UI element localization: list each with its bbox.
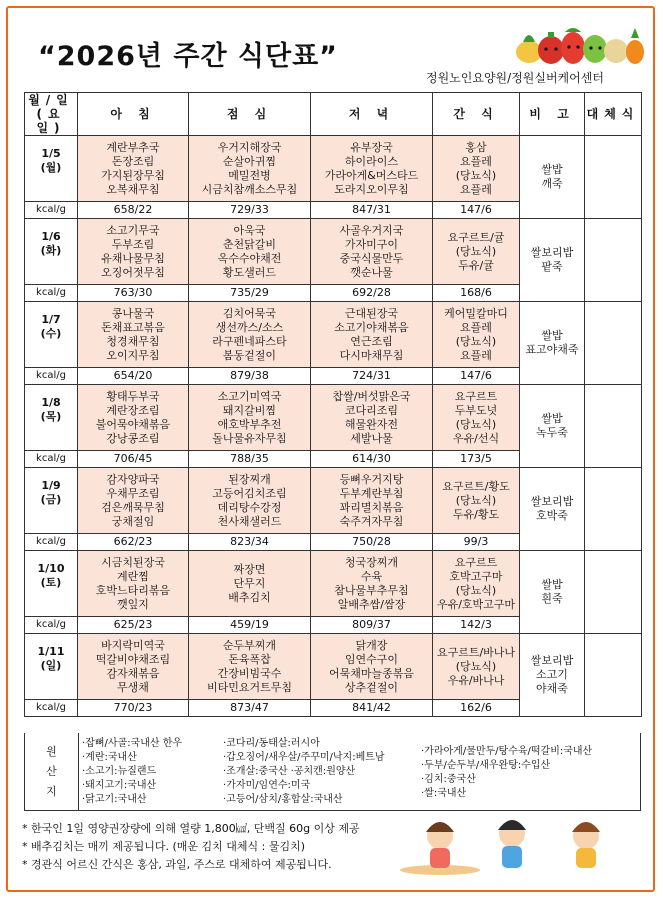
snack-cell	[433, 136, 520, 202]
dinner-cell	[311, 634, 433, 700]
note-line: * 한국인 1일 영양권장량에 의해 열량 1,800㎉, 단백질 60g 이상 제공	[22, 822, 360, 835]
snack-kcal: 168/6	[433, 285, 520, 302]
menu-item: 하이라이스	[344, 154, 399, 168]
day-cell: 1/9 (금) kcal/g	[25, 468, 78, 551]
lunch-kcal: 459/19	[189, 617, 311, 634]
snack-kcal: 173/5	[433, 451, 520, 468]
alt-cell	[585, 468, 642, 551]
dinner-cell	[311, 136, 433, 202]
menu-item: 돈채표고볶음	[101, 320, 165, 334]
menu-item: 청국장찌개	[344, 555, 399, 569]
dinner-kcal: 614/30	[311, 451, 433, 468]
menu-item: 메밀전병	[228, 168, 271, 182]
menu-item: 요구르트/귤	[447, 230, 505, 244]
note-cell: 쌀보리밥 팥죽	[520, 219, 585, 302]
menu-item: 호박고구마	[449, 569, 503, 583]
menu-item: 춘천닭갈비	[222, 237, 277, 251]
lunch-cell	[189, 219, 311, 285]
kcal-label: kcal/g	[25, 201, 77, 218]
breakfast-kcal: 662/23	[78, 534, 189, 551]
header-note: 비 고	[520, 93, 585, 136]
breakfast-cell	[78, 551, 189, 617]
menu-item: (당뇨식)	[455, 334, 497, 348]
snack-kcal: 147/6	[433, 368, 520, 385]
menu-item: 깻순나물	[350, 265, 393, 279]
snack-cell	[433, 302, 520, 368]
lunch-cell	[189, 551, 311, 617]
menu-item: 짜장면	[233, 562, 266, 576]
menu-item: 소고기미역국	[217, 389, 282, 403]
menu-item: 돌나물유자무침	[212, 431, 287, 445]
origin-column-1: ·잡뼈/사골:국내산 한우 ·계란:국내산 ·소고기:뉴질랜드 ·돼지고기:국내산 ·닭고기:국내산	[82, 738, 183, 805]
menu-item: 황태두부국	[106, 389, 160, 403]
lunch-cell	[189, 468, 311, 534]
menu-item: 가라아게&머스타드	[324, 168, 419, 182]
menu-item: 요구르트	[454, 389, 498, 403]
weekly-menu-table	[24, 92, 642, 717]
alt-cell	[585, 302, 642, 385]
origin-column-2: ·코다리/동태살:러시아 ·갑오징어/새우살/주꾸미/낙지:베트남 ·조개살:중국산 ·공치캔:원양산 ·가자미/임연수:미국 ·고등어/삼치/홍합살:국내산	[223, 738, 385, 805]
kcal-label: kcal/g	[25, 699, 77, 716]
breakfast-kcal: 770/23	[78, 700, 189, 717]
breakfast-cell	[78, 468, 189, 534]
menu-item: 계란부추국	[106, 140, 160, 154]
menu-item: 우채무조림	[106, 486, 160, 500]
menu-item: 찹쌀/버섯맑은국	[332, 389, 411, 403]
menu-item: 꽈리멸치볶음	[339, 500, 404, 514]
menu-item: 우거지해장국	[217, 140, 282, 154]
menu-item: 참나물부추무침	[334, 583, 409, 597]
lunch-cell	[189, 302, 311, 368]
origin-section	[24, 733, 641, 811]
menu-item: 가자미구이	[344, 237, 399, 251]
breakfast-cell	[78, 219, 189, 285]
lunch-kcal: 735/29	[189, 285, 311, 302]
lunch-kcal: 823/34	[189, 534, 311, 551]
breakfast-kcal: 658/22	[78, 202, 189, 219]
page-title: “2026년 주간 식단표”	[38, 41, 338, 72]
dinner-cell	[311, 302, 433, 368]
menu-item: 데리탕수강정	[217, 500, 282, 514]
menu-item: 요플레	[460, 154, 492, 168]
snack-kcal: 99/3	[433, 534, 520, 551]
dinner-kcal: 724/31	[311, 368, 433, 385]
menu-item: 불어묵야채볶음	[95, 417, 171, 431]
dinner-kcal: 750/28	[311, 534, 433, 551]
alt-cell	[585, 385, 642, 468]
menu-item: 유부장국	[350, 140, 393, 154]
note-cell: 쌀밥 깨죽	[520, 136, 585, 219]
menu-item: 코다리조림	[344, 403, 399, 417]
kcal-label: kcal/g	[25, 367, 77, 384]
menu-item: 두유/황도	[452, 507, 500, 521]
snack-cell	[433, 468, 520, 534]
menu-item: 알배추쌈/쌈장	[337, 597, 406, 611]
alt-cell	[585, 551, 642, 634]
menu-item: 오징어젓무침	[101, 265, 165, 279]
menu-row	[25, 551, 642, 617]
menu-item: 무생채	[117, 680, 149, 694]
header-alt: 대체식	[585, 93, 642, 136]
menu-item: 돼지갈비찜	[222, 403, 277, 417]
menu-item: 중국식물만두	[339, 251, 404, 265]
menu-item: 황도샐러드	[222, 265, 277, 279]
menu-item: 도라지오이무침	[334, 182, 409, 196]
menu-item: 어묵채마늘종볶음	[328, 666, 414, 680]
menu-item: 돈육폭찹	[228, 652, 271, 666]
note-cell: 쌀밥 녹두죽	[520, 385, 585, 468]
note-cell: 쌀보리밥 소고기 야채죽	[520, 634, 585, 717]
breakfast-cell	[78, 385, 189, 451]
menu-item: 된장찌개	[228, 472, 271, 486]
menu-item: 봄동겉절이	[222, 348, 277, 362]
menu-item: 고등어김치조림	[212, 486, 287, 500]
menu-item: 단무지	[233, 576, 266, 590]
menu-item: 애호박부추전	[217, 417, 282, 431]
menu-item: 오이지무침	[106, 348, 160, 362]
dinner-cell	[311, 219, 433, 285]
header-breakfast: 아 침	[78, 93, 189, 136]
menu-item: 우유/호박고구마	[436, 597, 516, 611]
menu-item: 연근조림	[350, 334, 393, 348]
snack-cell	[433, 634, 520, 700]
menu-item: 요구르트/황도	[442, 479, 510, 493]
breakfast-kcal: 763/30	[78, 285, 189, 302]
menu-item: 검은깨묵무침	[101, 500, 165, 514]
menu-row	[25, 219, 642, 285]
menu-item: 근대된장국	[344, 306, 399, 320]
snack-kcal: 142/3	[433, 617, 520, 634]
menu-item: 우유/바나나	[447, 673, 505, 687]
menu-item: (당뇨식)	[455, 583, 497, 597]
menu-item: 청경채무침	[106, 334, 160, 348]
menu-item: 요구르트	[454, 555, 498, 569]
breakfast-kcal: 654/20	[78, 368, 189, 385]
menu-item: 요구르트/바나나	[436, 645, 516, 659]
snack-kcal: 147/6	[433, 202, 520, 219]
lunch-kcal: 879/38	[189, 368, 311, 385]
kcal-label: kcal/g	[25, 616, 77, 633]
breakfast-cell	[78, 302, 189, 368]
menu-item: 궁채절임	[111, 514, 155, 528]
menu-row	[25, 302, 642, 368]
menu-item: 상추겉절이	[344, 680, 399, 694]
day-cell: 1/10 (토) kcal/g	[25, 551, 78, 634]
menu-item: 해물완자전	[344, 417, 399, 431]
menu-item: (당뇨식)	[455, 168, 497, 182]
dinner-cell	[311, 468, 433, 534]
menu-item: 아욱국	[233, 223, 266, 237]
menu-item: 생선까스/소스	[215, 320, 284, 334]
menu-item: 옥수수야채전	[217, 251, 282, 265]
menu-item: 콩나물국	[111, 306, 155, 320]
breakfast-kcal: 706/45	[78, 451, 189, 468]
snack-cell	[433, 385, 520, 451]
institution-name: 정원노인요양원/정원실버케어센터	[426, 71, 604, 85]
menu-item: 두유/귤	[458, 258, 494, 272]
menu-item: 두부도넛	[454, 403, 498, 417]
snack-cell	[433, 551, 520, 617]
menu-item: 수육	[360, 569, 383, 583]
dinner-cell	[311, 551, 433, 617]
dinner-kcal: 809/37	[311, 617, 433, 634]
lunch-kcal: 729/33	[189, 202, 311, 219]
menu-item: 가지된장무침	[101, 168, 165, 182]
kcal-label: kcal/g	[25, 284, 77, 301]
menu-item: 간장비빔국수	[217, 666, 282, 680]
note-cell: 쌀밥 표고야채죽	[520, 302, 585, 385]
header-day: 월/일 (요일)	[25, 93, 78, 136]
lunch-kcal: 788/35	[189, 451, 311, 468]
menu-item: 소고기무국	[106, 223, 160, 237]
menu-item: 세발나물	[350, 431, 393, 445]
lunch-cell	[189, 634, 311, 700]
menu-item: 강낭콩조림	[106, 431, 160, 445]
kcal-label: kcal/g	[25, 450, 77, 467]
dinner-kcal: 692/28	[311, 285, 433, 302]
menu-item: 호박느타리볶음	[95, 583, 171, 597]
note-cell: 쌀보리밥 호박죽	[520, 468, 585, 551]
menu-item: 감자양파국	[106, 472, 160, 486]
menu-item: 김치어묵국	[222, 306, 277, 320]
menu-row	[25, 634, 642, 700]
menu-item: 라구펜네파스타	[212, 334, 287, 348]
dinner-kcal: 841/42	[311, 700, 433, 717]
snack-kcal: 162/6	[433, 700, 520, 717]
menu-item: 시금치참깨소스무침	[201, 182, 298, 196]
menu-item: 깻잎지	[117, 597, 149, 611]
menu-item: 순살아귀찜	[222, 154, 277, 168]
menu-item: 임연수구이	[344, 652, 399, 666]
menu-item: 떡갈비야채조림	[95, 652, 171, 666]
menu-row	[25, 136, 642, 202]
notes	[22, 820, 360, 874]
menu-item: 두부조림	[111, 237, 155, 251]
menu-item: 바지락미역국	[101, 638, 165, 652]
menu-row	[25, 468, 642, 534]
day-cell: 1/6 (화) kcal/g	[25, 219, 78, 302]
day-cell: 1/11 (일) kcal/g	[25, 634, 78, 717]
menu-item: 사골우거지국	[339, 223, 404, 237]
note-line: * 배추김치는 매끼 제공됩니다. (매운 김치 대체식 : 물김치)	[22, 840, 306, 853]
menu-item: (당뇨식)	[455, 493, 497, 507]
menu-item: 순두부찌개	[222, 638, 277, 652]
menu-item: 계란찜	[117, 569, 149, 583]
children-illustration	[400, 812, 638, 876]
header-dinner: 저 녁	[311, 93, 433, 136]
breakfast-cell	[78, 136, 189, 202]
menu-item: 배추김치	[228, 590, 271, 604]
menu-item: 유채나물무침	[101, 251, 165, 265]
menu-item: 홍삼	[465, 140, 487, 154]
menu-item: 비타민요거트무침	[206, 680, 292, 694]
menu-item: 시금치된장국	[101, 555, 165, 569]
lunch-cell	[189, 136, 311, 202]
menu-item: 요플레	[460, 182, 492, 196]
day-cell: 1/7 (수) kcal/g	[25, 302, 78, 385]
dinner-kcal: 847/31	[311, 202, 433, 219]
lunch-kcal: 873/47	[189, 700, 311, 717]
header-row	[25, 93, 642, 136]
menu-item: (당뇨식)	[455, 244, 497, 258]
menu-item: (당뇨식)	[455, 659, 497, 673]
menu-item: 오복채무침	[106, 182, 160, 196]
origin-column-3: ·가라아게/물만두/탕수육/떡갈비:국내산 ·두부/순두부/새우완탕:수입산 ·김치:중국산 ·쌀:국내산	[421, 746, 593, 799]
alt-cell	[585, 219, 642, 302]
menu-item: 천사채샐러드	[217, 514, 282, 528]
menu-item: 등뼈우거지탕	[339, 472, 404, 486]
day-cell: 1/5 (월) kcal/g	[25, 136, 78, 219]
snack-cell	[433, 219, 520, 285]
breakfast-cell	[78, 634, 189, 700]
menu-item: 두부계란부침	[339, 486, 404, 500]
menu-item: 다시마채무침	[339, 348, 404, 362]
menu-item: 요플레	[460, 320, 492, 334]
menu-item: 우유/선식	[452, 431, 500, 445]
note-line: * 경관식 어르신 간식은 홍삼, 과일, 주스로 대체하여 제공됩니다.	[22, 858, 332, 871]
lunch-cell	[189, 385, 311, 451]
menu-item: 돈장조림	[111, 154, 155, 168]
menu-item: 감자채볶음	[106, 666, 160, 680]
menu-item: (당뇨식)	[455, 417, 497, 431]
menu-item: 요플레	[460, 348, 492, 362]
menu-row	[25, 385, 642, 451]
menu-item: 케어밀칼마디	[444, 306, 508, 320]
origin-label: 원 산 지	[25, 733, 79, 810]
menu-item: 닭개장	[355, 638, 388, 652]
vegetables-illustration	[515, 22, 645, 66]
kcal-label: kcal/g	[25, 533, 77, 550]
alt-cell	[585, 136, 642, 219]
menu-item: 숙주겨자무침	[339, 514, 404, 528]
header-snack: 간 식	[433, 93, 520, 136]
header-lunch: 점 심	[189, 93, 311, 136]
menu-item: 계란장조림	[106, 403, 160, 417]
menu-item: 소고기야채볶음	[334, 320, 409, 334]
note-cell: 쌀밥 흰죽	[520, 551, 585, 634]
day-cell: 1/8 (목) kcal/g	[25, 385, 78, 468]
dinner-cell	[311, 385, 433, 451]
breakfast-kcal: 625/23	[78, 617, 189, 634]
alt-cell	[585, 634, 642, 717]
